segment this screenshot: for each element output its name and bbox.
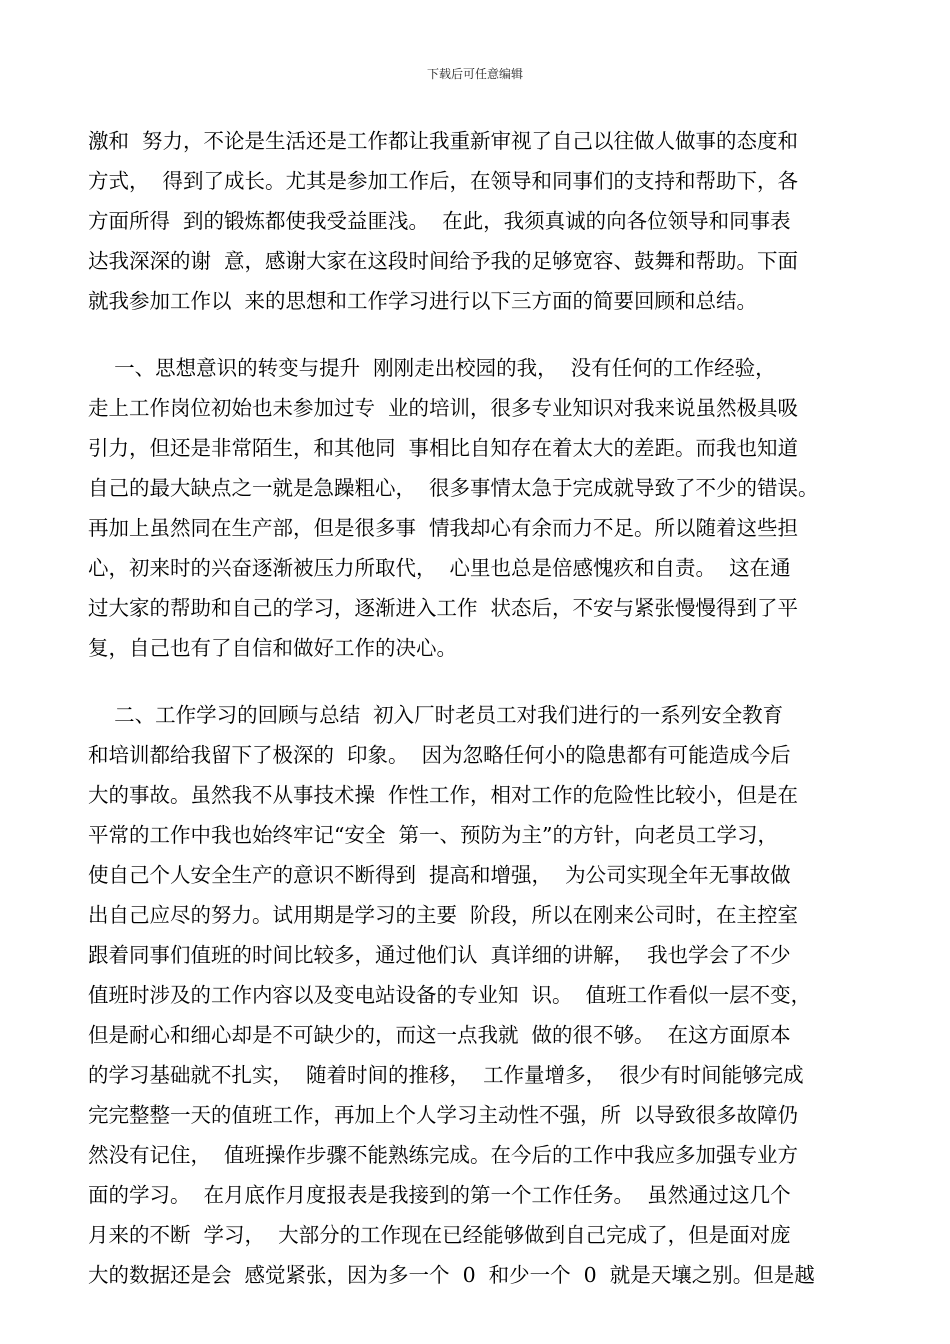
text-line: 一、思想意识的转变与提升 刚刚走出校园的我， 没有任何的工作经验， <box>88 356 776 380</box>
text-line: 大的事故。虽然我不从事技术操 作性工作，相对工作的危险性比较小，但是在 <box>88 783 799 807</box>
text-line: 再加上虽然同在生产部，但是很多事 情我却心有余而力不足。所以随着这些担 <box>88 516 799 540</box>
text-line: 心，初来时的兴奋逐渐被压力所取代， 心里也总是倍感愧疚和自责。 这在通 <box>88 556 791 580</box>
text-line: 二、工作学习的回顾与总结 初入厂时老员工对我们进行的一系列安全教育 <box>88 703 784 727</box>
text-line: 引力，但还是非常陌生，和其他同 事相比自知存在着太大的差距。而我也知道 <box>88 436 799 460</box>
paragraph-gap <box>88 321 868 348</box>
text-line: 完完整整一天的值班工作，再加上个人学习主动性不强，所 以导致很多故障仍 <box>88 1103 799 1127</box>
paragraph-gap <box>88 668 868 695</box>
text-line: 自己的最大缺点之一就是急躁粗心， 很多事情太急于完成就导致了不少的错误。 <box>88 476 819 500</box>
paragraph-section-two <box>88 695 868 1295</box>
text-line: 方式， 得到了成长。尤其是参加工作后，在领导和同事们的支持和帮助下，各 <box>88 169 799 193</box>
text-line: 走上工作岗位初始也未参加过专 业的培训，很多专业知识对我来说虽然极具吸 <box>88 396 799 420</box>
text-line: 就我参加工作以 来的思想和工作学习进行以下三方面的简要回顾和总结。 <box>88 289 758 313</box>
text-line: 但是耐心和细心却是不可缺少的，而这一点我就 做的很不够。 在这方面原本 <box>88 1023 791 1047</box>
page-header: 下载后可任意编辑 <box>426 67 523 81</box>
text-line: 然没有记住， 值班操作步骤不能熟练完成。在今后的工作中我应多加强专业方 <box>88 1143 799 1167</box>
paragraph-intro <box>88 121 868 321</box>
text-line: 大的数据还是会 感觉紧张，因为多一个 0 和少一个 0 就是天壤之别。但是越 <box>88 1263 815 1287</box>
document-body <box>88 121 868 1295</box>
text-line: 出自己应尽的努力。试用期是学习的主要 阶段，所以在刚来公司时，在主控室 <box>88 903 799 927</box>
text-line: 过大家的帮助和自己的学习，逐渐进入工作 状态后，不安与紧张慢慢得到了平 <box>88 596 799 620</box>
text-line: 面的学习。 在月底作月度报表是我接到的第一个工作任务。 虽然通过这几个 <box>88 1183 791 1207</box>
text-line: 复，自己也有了自信和做好工作的决心。 <box>88 636 457 660</box>
text-line: 月来的不断 学习， 大部分的工作现在已经能够做到自己完成了，但是面对庞 <box>88 1223 791 1247</box>
text-line: 跟着同事们值班的时间比较多，通过他们认 真详细的讲解， 我也学会了不少 <box>88 943 791 967</box>
text-line: 使自己个人安全生产的意识不断得到 提高和增强， 为公司实现全年无事故做 <box>88 863 791 887</box>
text-line: 值班时涉及的工作内容以及变电站设备的专业知 识。 值班工作看似一层不变， <box>88 983 812 1007</box>
text-line: 和培训都给我留下了极深的 印象。 因为忽略任何小的隐患都有可能造成今后 <box>88 743 791 767</box>
text-line: 的学习基础就不扎实， 随着时间的推移， 工作量增多， 很少有时间能够完成 <box>88 1063 804 1087</box>
paragraph-section-one <box>88 348 868 668</box>
text-line: 激和 努力，不论是生活还是工作都让我重新审视了自己以往做人做事的态度和 <box>88 129 799 153</box>
text-line: 方面所得 到的锻炼都使我受益匪浅。 在此，我须真诚的向各位领导和同事表 <box>88 209 791 233</box>
text-line: 达我深深的谢 意，感谢大家在这段时间给予我的足够宽容、鼓舞和帮助。下面 <box>88 249 799 273</box>
text-line: 平常的工作中我也始终牢记“安全 第一、预防为主”的方针，向老员工学习， <box>88 823 778 847</box>
